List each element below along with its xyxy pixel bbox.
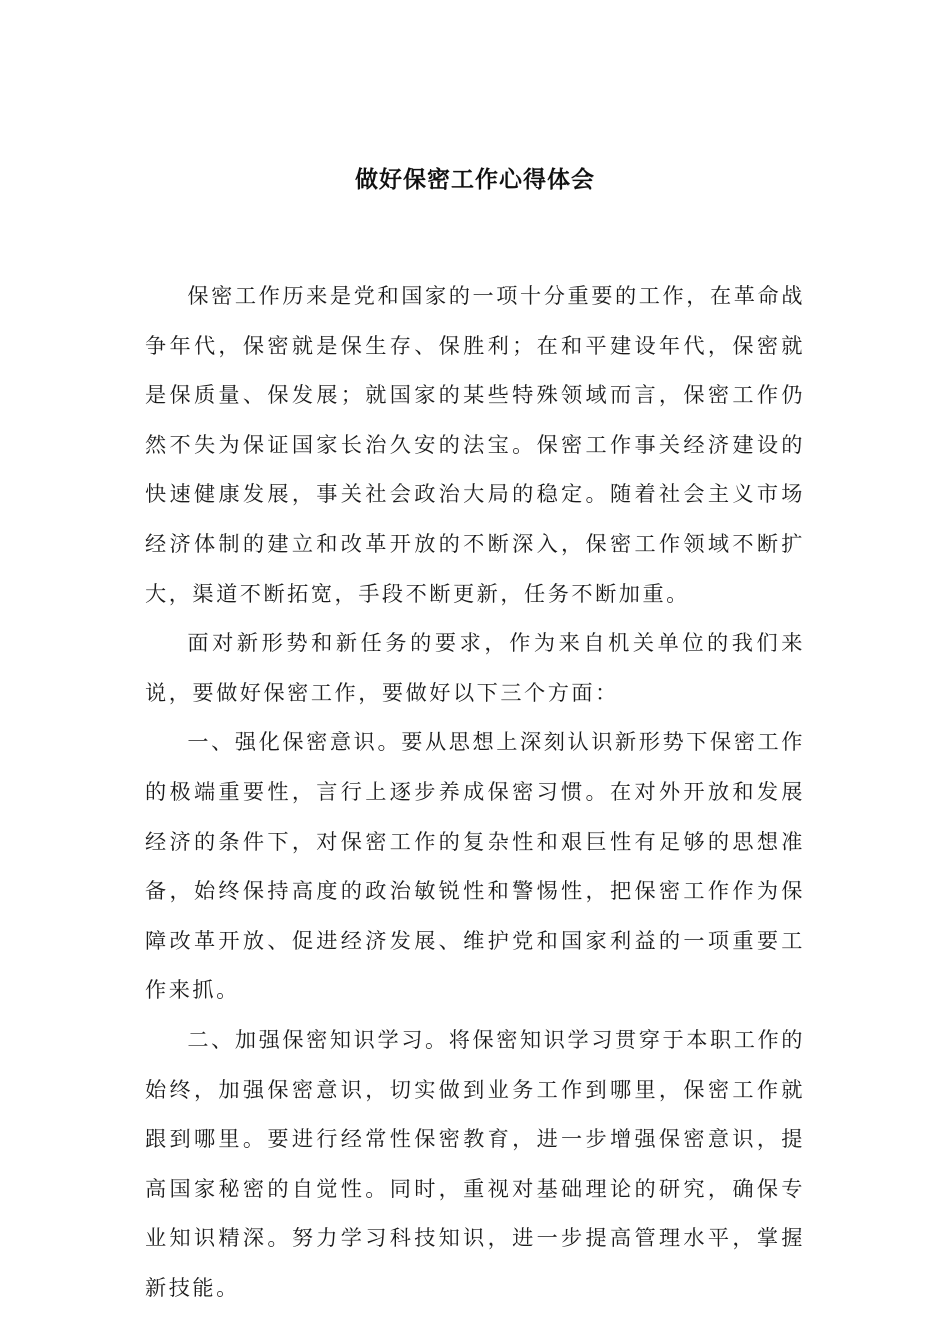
paragraph-point-one: 一、强化保密意识。要从思想上深刻认识新形势下保密工作的极端重要性，言行上逐步养成保密习惯。在对外开放和发展经济的条件下，对保密工作的复杂性和艰巨性有足够的思想准备，始终保持高度的政治敏锐性和警惕性，把保密工作作为保障改革开放、促进经济发展、维护党和国家利益的一项重要工作来抓。 — [145, 729, 805, 1003]
document-title: 做好保密工作心得体会 — [355, 167, 595, 193]
paragraph-point-two: 二、加强保密知识学习。将保密知识学习贯穿于本职工作的始终，加强保密意识，切实做到业务工作到哪里，保密工作就跟到哪里。要进行经常性保密教育，进一步增强保密意识，提高国家秘密的自觉性。同时，重视对基础理论的研究，确保专业知识精深。努力学习科技知识，进一步提高管理水平，掌握新技能。 — [145, 1026, 805, 1300]
paragraph-requirements: 面对新形势和新任务的要求，作为来自机关单位的我们来说，要做好保密工作，要做好以下三个方面： — [145, 630, 805, 705]
paragraph-intro: 保密工作历来是党和国家的一项十分重要的工作，在革命战争年代，保密就是保生存、保胜利；在和平建设年代，保密就是保质量、保发展；就国家的某些特殊领域而言，保密工作仍然不失为保证国家长治久安的法宝。保密工作事关经济建设的快速健康发展，事关社会政治大局的稳定。随着社会主义市场经济体制的建立和改革开放的不断深入，保密工作领域不断扩大，渠道不断拓宽，手段不断更新，任务不断加重。 — [145, 283, 805, 606]
document-body — [145, 271, 805, 1312]
